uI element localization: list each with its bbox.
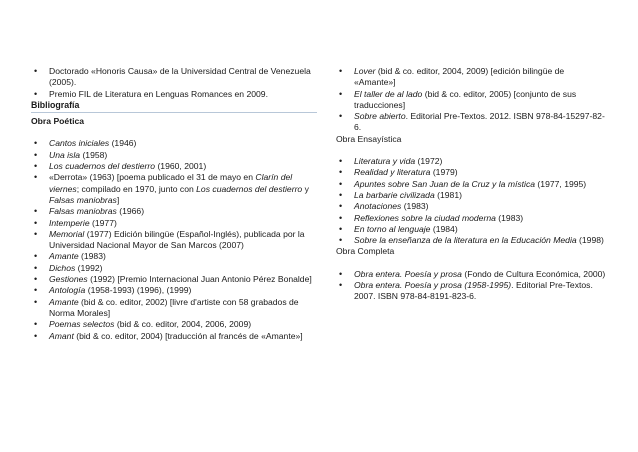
obra-completa-heading: Obra Completa <box>336 246 395 257</box>
list-item: • El taller de al lado (bid & co. editor, 2005) [conjunto de sus traducciones] <box>336 89 608 112</box>
list-item: • «Derrota» (1963) [poema publicado el 31 de mayo en Clarín del viernes; compilado en 1970, junto con Los cuadernos del destierro y Falsas maniobras] <box>31 172 317 206</box>
list-item: • Dichos (1992) <box>31 263 317 274</box>
list-item: • Amante (bid & co. editor, 2002) [livre d'artiste con 58 grabados de Norma Morales] <box>31 297 317 320</box>
obra-poetica-list-continued <box>336 66 608 134</box>
list-item: • Cantos iniciales (1946) <box>31 138 317 149</box>
list-item: • Lover (bid & co. editor, 2004, 2009) [edición bilingüe de «Amante»] <box>336 66 608 89</box>
divider <box>31 112 317 113</box>
list-item: • Una isla (1958) <box>31 150 317 161</box>
left-column <box>31 66 317 342</box>
list-item: • Antología (1958-1993) (1996), (1999) <box>31 285 317 296</box>
list-item: • Los cuadernos del destierro (1960, 2001) <box>31 161 317 172</box>
list-item: • Obra entera. Poesía y prosa (Fondo de Cultura Económica, 2000) <box>336 269 608 280</box>
obra-poetica-list <box>31 138 317 341</box>
list-item: • La barbarie civilizada (1981) <box>336 190 608 201</box>
list-item: • Poemas selectos (bid & co. editor, 2004, 2006, 2009) <box>31 319 317 330</box>
obra-completa-list <box>336 269 608 303</box>
list-item: • Amant (bid & co. editor, 2004) [traducción al francés de «Amante»] <box>31 331 317 342</box>
bibliografia-heading: Bibliografía <box>31 99 80 110</box>
obra-ensayistica-heading: Obra Ensayística <box>336 133 402 144</box>
list-item: • Sobre abierto. Editorial Pre-Textos. 2012. ISBN 978-84-15297-82-6. <box>336 111 608 134</box>
awards-list <box>31 66 317 100</box>
list-item: • Memorial (1977) Edición bilingüe (Español-Inglés), publicada por la Universidad Nacional Mayor de San Marcos (2007) <box>31 229 317 252</box>
list-item: • Apuntes sobre San Juan de la Cruz y la mística (1977, 1995) <box>336 179 608 190</box>
list-item: • Falsas maniobras (1966) <box>31 206 317 217</box>
list-item: • Reflexiones sobre la ciudad moderna (1983) <box>336 213 608 224</box>
list-item: • Sobre la enseñanza de la literatura en la Educación Media (1998) <box>336 235 608 246</box>
list-item: • En torno al lenguaje (1984) <box>336 224 608 235</box>
obra-poetica-heading: Obra Poética <box>31 116 85 127</box>
list-item: • Realidad y literatura (1979) <box>336 167 608 178</box>
list-item: • Doctorado «Honoris Causa» de la Universidad Central de Venezuela (2005). <box>31 66 317 89</box>
list-item: • Gestiones (1992) [Premio Internacional Juan Antonio Pérez Bonalde] <box>31 274 317 285</box>
list-item: • Obra entera. Poesía y prosa (1958-1995). Editorial Pre-Textos. 2007. ISBN 978-84-8191-823-6. <box>336 280 608 303</box>
list-item: • Premio FIL de Literatura en Lenguas Romances en 2009. <box>31 89 317 100</box>
list-item: • Amante (1983) <box>31 251 317 262</box>
obra-ensayistica-list <box>336 156 608 246</box>
list-item: • Intemperie (1977) <box>31 218 317 229</box>
list-item: • Anotaciones (1983) <box>336 201 608 212</box>
right-column <box>336 66 608 303</box>
list-item: • Literatura y vida (1972) <box>336 156 608 167</box>
